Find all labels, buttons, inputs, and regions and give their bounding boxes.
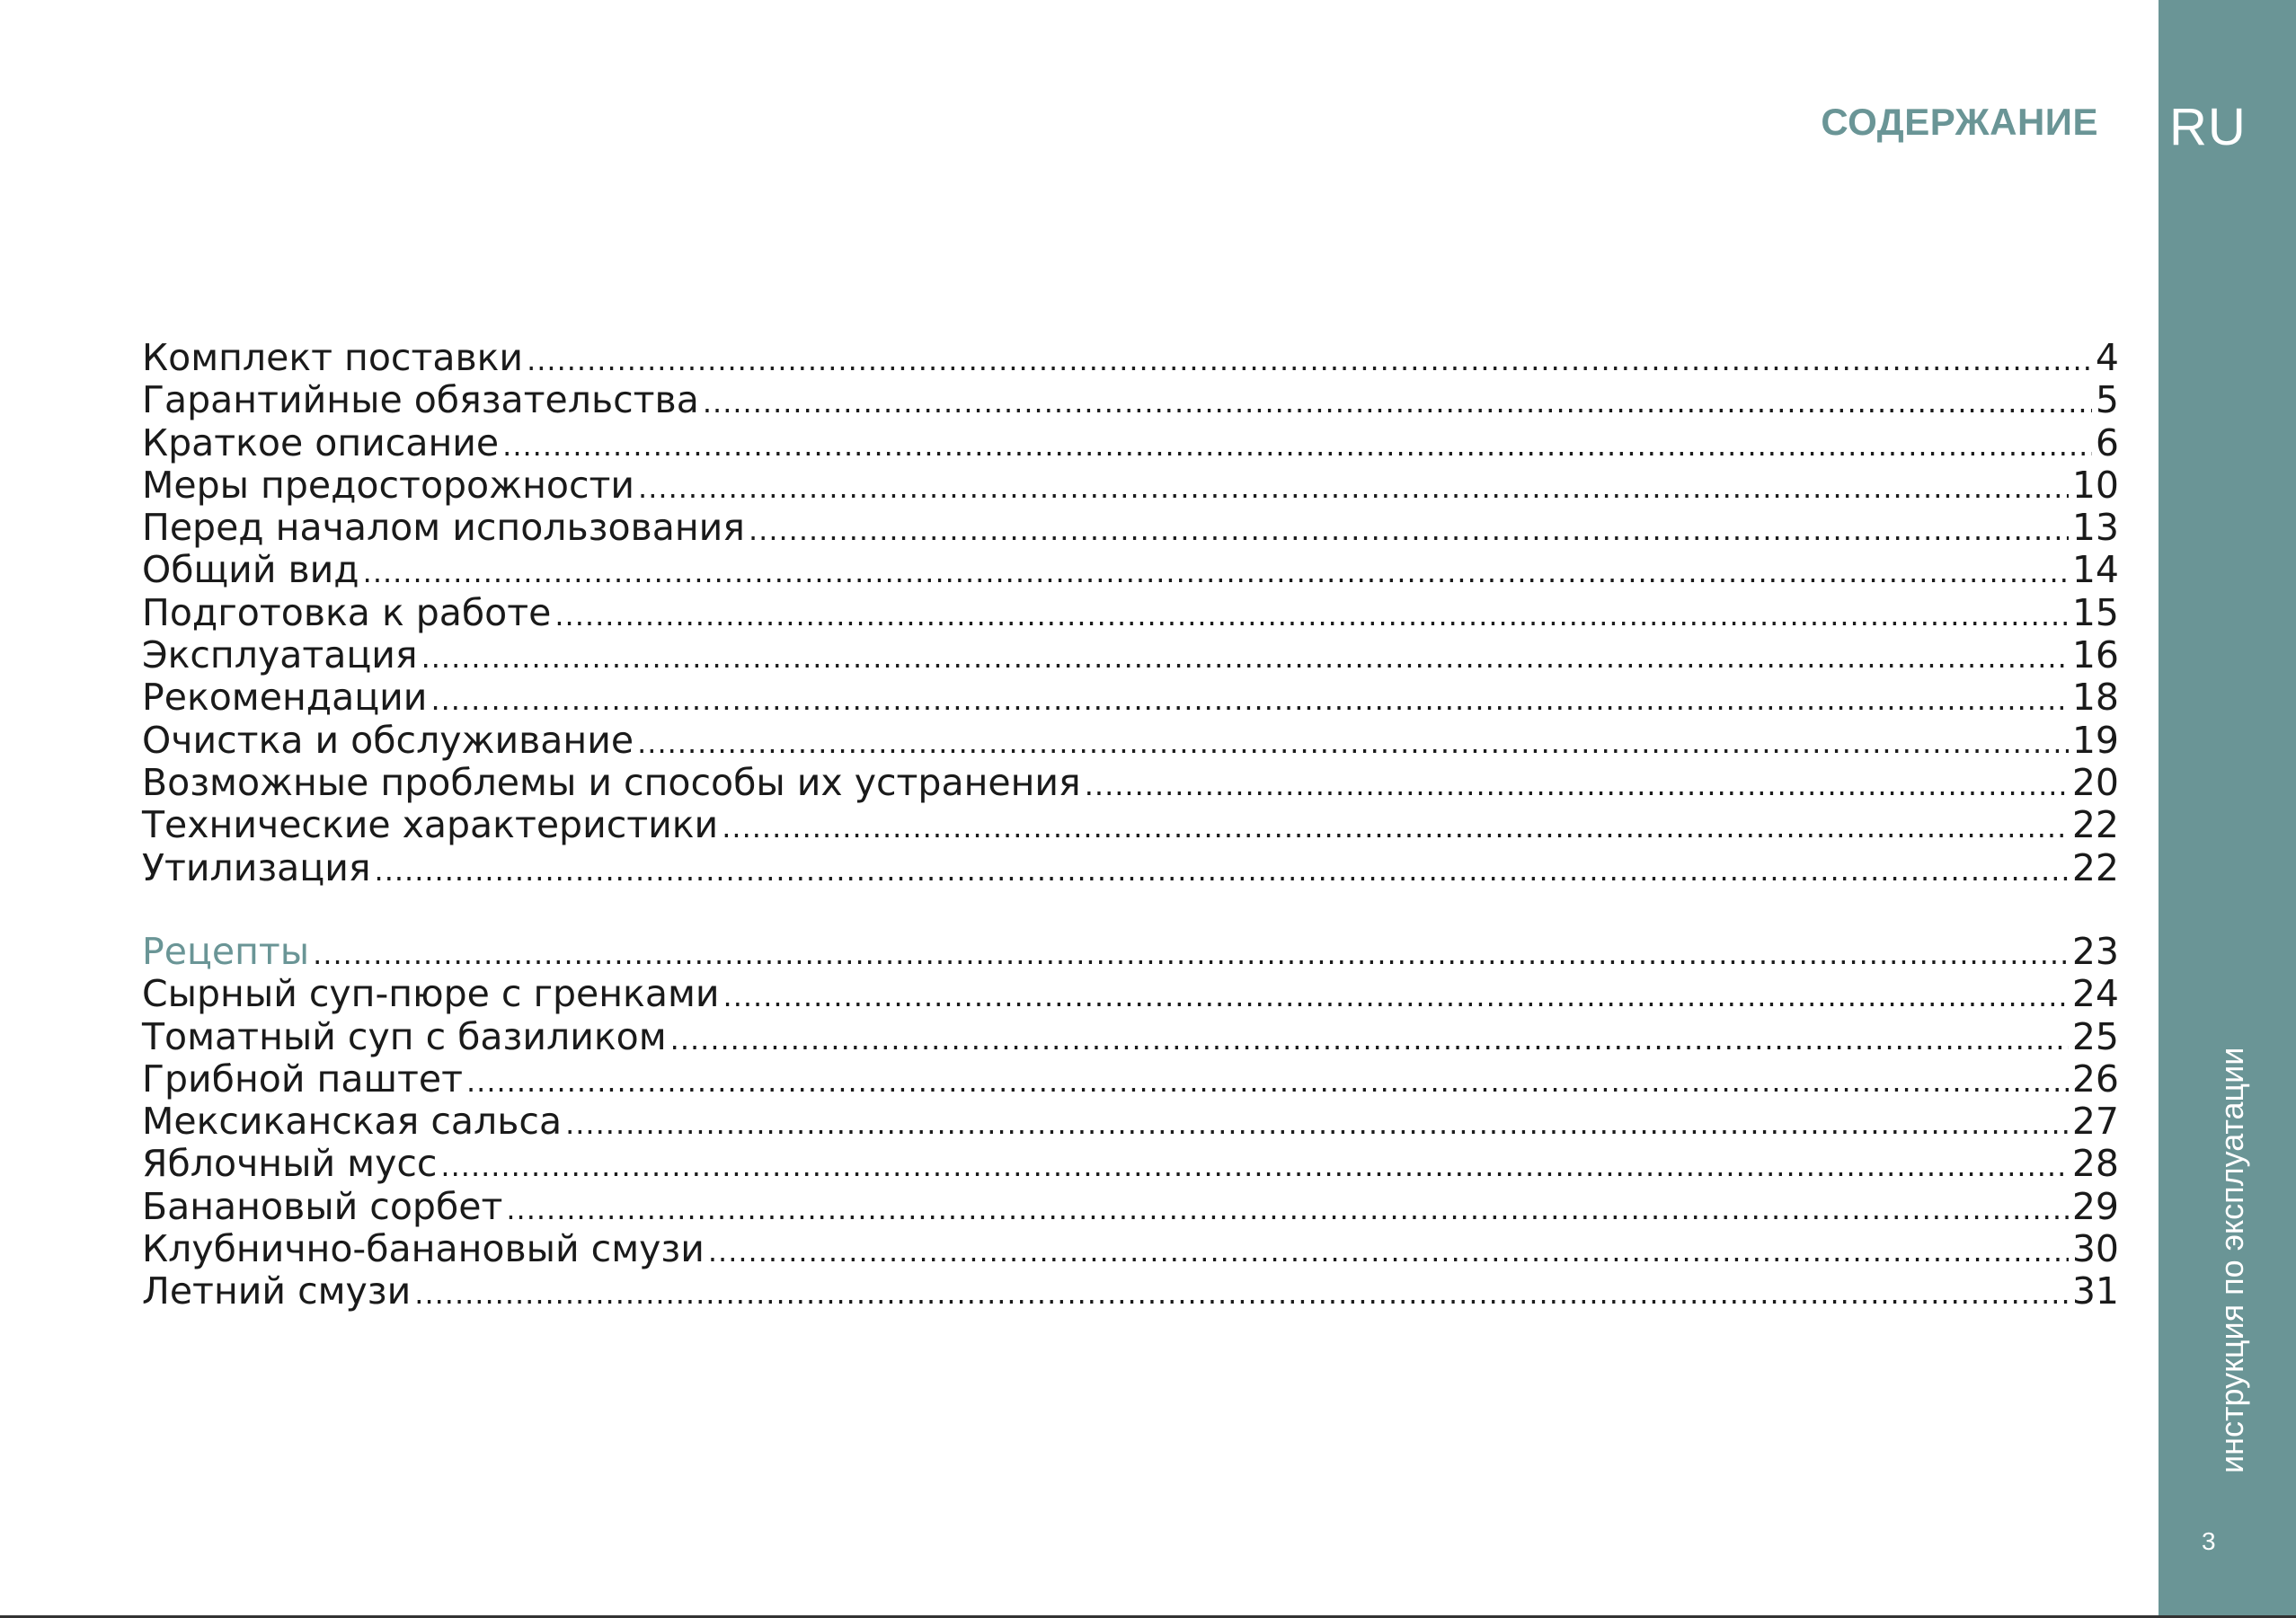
toc-item[interactable] xyxy=(142,1015,2119,1057)
toc-item[interactable] xyxy=(142,633,2119,676)
toc-item-label: Томатный суп с базиликом xyxy=(142,1014,667,1058)
toc-item-page: 22 xyxy=(2071,803,2119,847)
toc-item-label: Перед началом использования xyxy=(142,506,745,550)
toc-item-page: 10 xyxy=(2071,463,2119,507)
toc-leader-dots xyxy=(414,1277,2069,1311)
toc-leader-dots xyxy=(506,1192,2068,1226)
toc-item-label: Гарантийные обязательства xyxy=(142,378,699,422)
toc-item-label: Общий вид xyxy=(142,548,359,592)
recipes-contents xyxy=(142,930,2119,1313)
toc-item[interactable] xyxy=(142,676,2119,718)
toc-item-label: Очистка и обслуживание xyxy=(142,718,634,762)
toc-item-page: 23 xyxy=(2071,930,2119,973)
toc-leader-dots xyxy=(670,1022,2069,1057)
toc-leader-dots xyxy=(638,471,2069,505)
toc-item-page: 4 xyxy=(2095,336,2119,379)
toc-leader-dots xyxy=(554,598,2068,632)
toc-item-page: 26 xyxy=(2071,1057,2119,1101)
toc-leader-dots xyxy=(723,979,2069,1013)
toc-item[interactable] xyxy=(142,1142,2119,1184)
toc-item[interactable] xyxy=(142,421,2119,464)
toc-leader-dots xyxy=(703,385,2092,420)
toc-item-page: 29 xyxy=(2071,1184,2119,1228)
toc-item[interactable] xyxy=(142,1100,2119,1142)
toc-item-label: Утилизация xyxy=(142,845,371,889)
toc-item-label: Яблочный мусс xyxy=(142,1142,438,1186)
toc-item-label: Возможные проблемы и способы их устранения xyxy=(142,760,1081,804)
toc-item-page: 14 xyxy=(2071,548,2119,592)
toc-item[interactable] xyxy=(142,591,2119,633)
toc-item[interactable] xyxy=(142,1185,2119,1227)
toc-item-label: Клубнично-банановый смузи xyxy=(142,1227,705,1271)
page-title: СОДЕРЖАНИЕ xyxy=(1821,101,2098,143)
toc-leader-dots xyxy=(502,429,2092,463)
toc-item-label: Подготовка к работе xyxy=(142,590,552,634)
table-of-contents xyxy=(142,336,2119,889)
toc-item-label: Технические характеристики xyxy=(142,803,719,847)
toc-item-page: 16 xyxy=(2071,633,2119,677)
toc-item-page: 20 xyxy=(2071,760,2119,804)
toc-item-page: 15 xyxy=(2071,590,2119,634)
toc-item-label: Грибной паштет xyxy=(142,1057,463,1101)
toc-item[interactable] xyxy=(142,464,2119,506)
toc-leader-dots xyxy=(430,683,2068,717)
toc-item[interactable] xyxy=(142,719,2119,761)
toc-item[interactable] xyxy=(142,972,2119,1014)
toc-item-page: 25 xyxy=(2071,1014,2119,1058)
toc-leader-dots xyxy=(1085,768,2069,802)
toc-item-page: 6 xyxy=(2095,420,2119,464)
toc-section-recipes[interactable] xyxy=(142,930,2119,972)
toc-leader-dots xyxy=(527,343,2092,377)
toc-leader-dots xyxy=(363,555,2069,589)
toc-item-page: 19 xyxy=(2071,718,2119,762)
language-label: RU xyxy=(2169,98,2247,156)
toc-item[interactable] xyxy=(142,1057,2119,1100)
toc-leader-dots xyxy=(466,1065,2069,1099)
toc-item-page: 22 xyxy=(2071,845,2119,889)
toc-item[interactable] xyxy=(142,506,2119,548)
toc-item-label: Комплект поставки xyxy=(142,336,524,379)
toc-item[interactable] xyxy=(142,846,2119,889)
toc-item[interactable] xyxy=(142,548,2119,590)
manual-vertical-label: инструкция по эксплуатации xyxy=(2213,1047,2250,1473)
toc-item[interactable] xyxy=(142,761,2119,803)
toc-item[interactable] xyxy=(142,1269,2119,1312)
toc-item-page: 24 xyxy=(2071,972,2119,1016)
toc-item-page: 27 xyxy=(2071,1100,2119,1144)
toc-item-page: 18 xyxy=(2071,676,2119,720)
toc-leader-dots xyxy=(708,1234,2069,1269)
toc-leader-dots xyxy=(421,641,2069,675)
toc-item-page: 31 xyxy=(2071,1269,2119,1313)
toc-item-page: 5 xyxy=(2095,378,2119,422)
toc-item[interactable] xyxy=(142,803,2119,845)
toc-section-label: Рецепты xyxy=(142,930,310,973)
toc-leader-dots xyxy=(565,1107,2069,1141)
toc-leader-dots xyxy=(440,1149,2068,1183)
toc-item[interactable] xyxy=(142,378,2119,420)
toc-item-label: Эксплуатация xyxy=(142,633,418,677)
toc-item-label: Меры предосторожности xyxy=(142,463,635,507)
toc-leader-dots xyxy=(749,513,2069,547)
toc-item[interactable] xyxy=(142,336,2119,378)
toc-item-page: 28 xyxy=(2071,1142,2119,1186)
toc-leader-dots xyxy=(375,853,2069,888)
toc-item-label: Банановый сорбет xyxy=(142,1184,503,1228)
toc-leader-dots xyxy=(313,937,2069,971)
toc-item-label: Рекомендации xyxy=(142,676,428,720)
toc-item-label: Летний смузи xyxy=(142,1269,412,1313)
toc-item[interactable] xyxy=(142,1227,2119,1269)
toc-item-label: Краткое описание xyxy=(142,420,500,464)
toc-item-page: 13 xyxy=(2071,506,2119,550)
page-number: 3 xyxy=(2202,1527,2216,1555)
toc-item-label: Мексиканская сальса xyxy=(142,1100,563,1144)
toc-leader-dots xyxy=(722,810,2069,844)
toc-leader-dots xyxy=(637,726,2069,760)
toc-item-label: Сырный суп-пюре с гренками xyxy=(142,972,720,1016)
toc-item-page: 30 xyxy=(2071,1227,2119,1271)
